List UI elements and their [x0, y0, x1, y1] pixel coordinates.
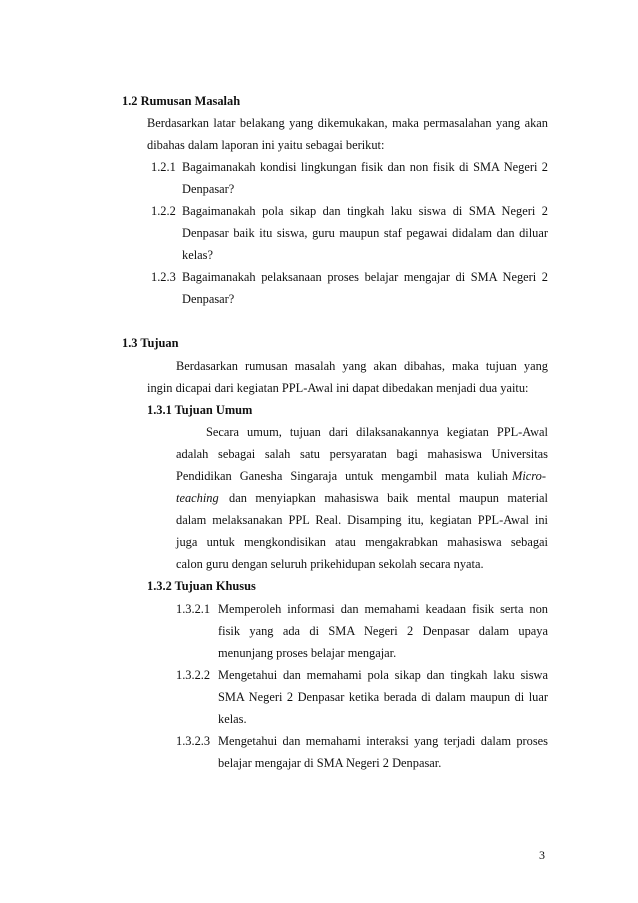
paragraph-line: ingin dicapai dari kegiatan PPL-Awal ini dapat dibedakan menjadi dua yaitu:: [147, 381, 529, 395]
paragraph-italic-term: Micro-: [512, 469, 546, 483]
list-item-number: 1.3.2.3: [176, 734, 211, 748]
paragraph-italic-term: teaching: [176, 491, 219, 505]
list-item-line: Mengetahui dan memahami interaksi yang terjadi dalam proses: [218, 734, 548, 748]
list-item-line: kelas.: [218, 712, 247, 726]
list-item-number: 1.2.2: [151, 204, 176, 218]
list-item-line: Bagaimanakah kondisi lingkungan fisik dan non fisik di SMA Negeri 2: [182, 160, 548, 174]
page-number: 3: [539, 848, 545, 862]
paragraph-line: calon guru dengan seluruh prikehidupan sekolah secara nyata.: [176, 557, 484, 571]
list-item-number: 1.3.2.2: [176, 668, 211, 682]
subsection-heading-tujuan-umum: 1.3.1 Tujuan Umum: [147, 403, 253, 417]
paragraph-line: Pendidikan Ganesha Singaraja untuk mengambil mata kuliah: [176, 469, 508, 483]
list-item-line: Memperoleh informasi dan memahami keadaan fisik serta non: [218, 602, 548, 616]
list-item-line: fisik yang ada di SMA Negeri 2 Denpasar dalam upaya: [218, 624, 548, 638]
list-item-line: Denpasar?: [182, 182, 235, 196]
subsection-heading-tujuan-khusus: 1.3.2 Tujuan Khusus: [147, 579, 256, 593]
paragraph-line: Secara umum, tujuan dari dilaksanakannya kegiatan PPL-Awal: [206, 425, 548, 439]
paragraph-line: Berdasarkan rumusan masalah yang akan dibahas, maka tujuan yang: [176, 359, 548, 373]
paragraph-line: dalam melaksanakan PPL Real. Disamping itu, kegiatan PPL-Awal ini: [176, 513, 548, 527]
section-heading-tujuan: 1.3 Tujuan: [122, 336, 179, 350]
list-item-number: 1.2.3: [151, 270, 176, 284]
list-item-line: SMA Negeri 2 Denpasar ketika berada di dalam maupun di luar: [218, 690, 548, 704]
paragraph-line: adalah sebagai salah satu persyaratan bagi mahasiswa Universitas: [176, 447, 548, 461]
section-heading-rumusan-masalah: 1.2 Rumusan Masalah: [122, 94, 241, 108]
list-item-line: menunjang proses belajar mengajar.: [218, 646, 397, 660]
list-item-number: 1.2.1: [151, 160, 176, 174]
list-item-line: Mengetahui dan memahami pola sikap dan tingkah laku siswa: [218, 668, 548, 682]
paragraph-line: juga untuk mengkondisikan atau mengakrabkan mahasiswa sebagai: [176, 535, 548, 549]
list-item-line: Denpasar?: [182, 292, 235, 306]
list-item-line: belajar mengajar di SMA Negeri 2 Denpasar.: [218, 756, 442, 770]
paragraph-line: dibahas dalam laporan ini yaitu sebagai berikut:: [147, 138, 385, 152]
paragraph-line: Berdasarkan latar belakang yang dikemukakan, maka permasalahan yang akan: [147, 116, 548, 130]
list-item-number: 1.3.2.1: [176, 602, 211, 616]
list-item-line: Bagaimanakah pola sikap dan tingkah laku siswa di SMA Negeri 2: [182, 204, 548, 218]
paragraph-line: dan menyiapkan mahasiswa baik mental maupun material: [229, 491, 548, 505]
list-item-line: Bagaimanakah pelaksanaan proses belajar mengajar di SMA Negeri 2: [182, 270, 548, 284]
list-item-line: kelas?: [182, 248, 213, 262]
list-item-line: Denpasar baik itu siswa, guru maupun staf pegawai didalam dan diluar: [182, 226, 548, 240]
